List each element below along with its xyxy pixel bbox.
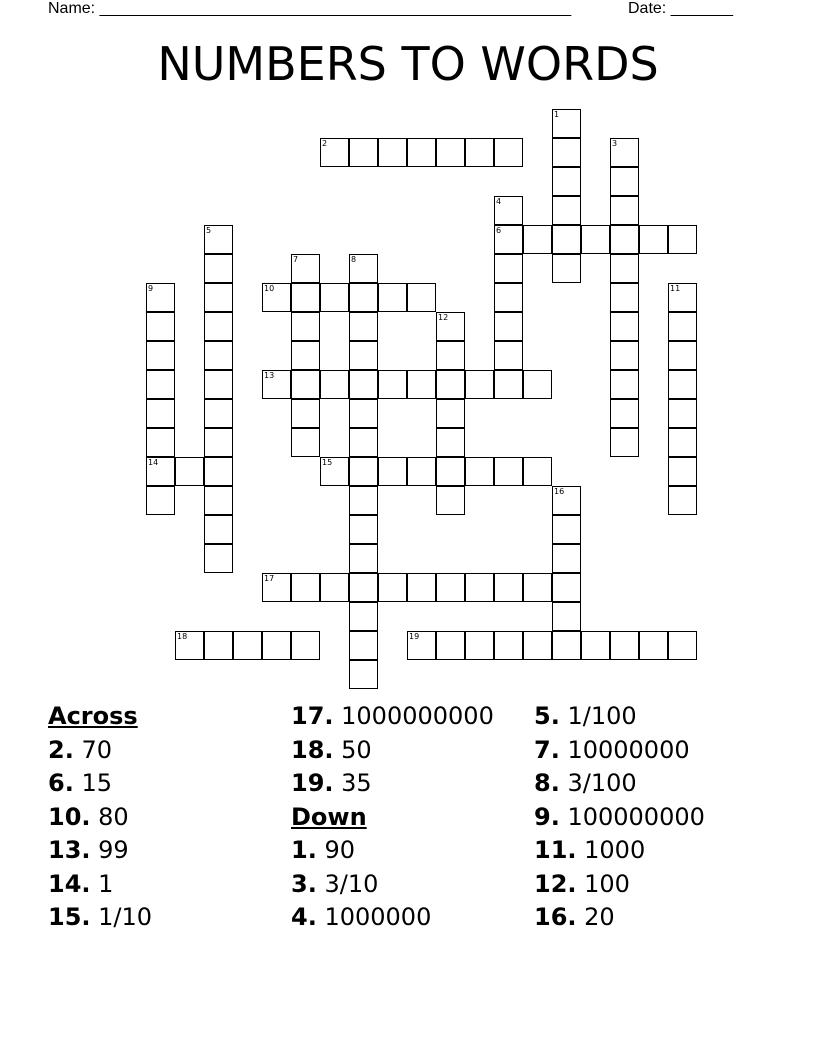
grid-cell[interactable] <box>320 457 349 486</box>
grid-cell[interactable] <box>610 370 639 399</box>
grid-cell[interactable] <box>610 167 639 196</box>
clue-number: 12 <box>438 313 449 322</box>
clue-item-number: 8. <box>534 769 560 797</box>
clue-item-text: 100000000 <box>559 802 705 831</box>
grid-cell[interactable] <box>407 573 436 602</box>
clue-item-text: 3/100 <box>559 769 637 797</box>
clue-item <box>48 767 152 801</box>
grid-cell[interactable] <box>610 428 639 457</box>
clue-number: 2 <box>322 139 328 148</box>
clue-number: 11 <box>670 284 681 293</box>
grid-cell[interactable] <box>291 399 320 428</box>
grid-cell[interactable] <box>494 457 523 486</box>
grid-cell[interactable] <box>668 225 697 254</box>
grid-cell[interactable] <box>262 283 291 312</box>
clue-item-number: 18. <box>291 735 334 764</box>
clue-item-number: 9. <box>534 802 560 831</box>
grid-cell[interactable] <box>552 544 581 573</box>
clue-item <box>48 734 152 768</box>
page-title: NUMBERS TO WORDS <box>157 37 659 91</box>
grid-cell[interactable] <box>610 631 639 660</box>
grid-cell[interactable] <box>146 457 175 486</box>
grid-cell[interactable] <box>436 341 465 370</box>
grid-cell[interactable] <box>494 196 523 225</box>
grid-cell[interactable] <box>204 457 233 486</box>
grid-cell[interactable] <box>349 602 378 631</box>
grid-cell[interactable] <box>146 428 175 457</box>
clue-item-number: 11. <box>534 836 577 864</box>
clue-item <box>291 734 494 768</box>
grid-cell[interactable] <box>465 457 494 486</box>
clue-number: 10 <box>264 284 275 293</box>
grid-cell[interactable] <box>320 573 349 602</box>
clue-item <box>48 901 152 935</box>
grid-cell[interactable] <box>581 631 610 660</box>
grid-cell[interactable] <box>291 341 320 370</box>
clue-number: 17 <box>264 574 275 583</box>
grid-cell[interactable] <box>668 370 697 399</box>
grid-cell[interactable] <box>552 631 581 660</box>
grid-cell[interactable] <box>552 196 581 225</box>
clue-item <box>48 868 152 902</box>
grid-cell[interactable] <box>320 138 349 167</box>
grid-cell[interactable] <box>552 225 581 254</box>
grid-cell[interactable] <box>465 370 494 399</box>
clue-number: 13 <box>264 371 275 380</box>
grid-cell[interactable] <box>494 631 523 660</box>
across-heading: Across <box>48 702 138 730</box>
grid-cell[interactable] <box>668 631 697 660</box>
grid-cell[interactable] <box>494 312 523 341</box>
grid-cell[interactable] <box>204 428 233 457</box>
clue-item <box>534 868 705 902</box>
grid-cell[interactable] <box>494 225 523 254</box>
clue-item-number: 7. <box>534 735 560 764</box>
grid-cell[interactable] <box>436 457 465 486</box>
clue-item-text: 1/100 <box>559 702 637 730</box>
grid-cell[interactable] <box>146 312 175 341</box>
clue-item-text: 1/10 <box>90 903 153 931</box>
grid-cell[interactable] <box>668 341 697 370</box>
grid-cell[interactable] <box>204 283 233 312</box>
clue-item-number: 16. <box>534 903 577 931</box>
grid-cell[interactable] <box>668 312 697 341</box>
grid-cell[interactable] <box>349 660 378 689</box>
grid-cell[interactable] <box>523 457 552 486</box>
grid-cell[interactable] <box>523 370 552 399</box>
clue-number: 7 <box>293 255 299 264</box>
clue-item <box>534 700 705 734</box>
grid-cell[interactable] <box>639 631 668 660</box>
clue-item-text: 50 <box>333 735 372 764</box>
grid-cell[interactable] <box>494 254 523 283</box>
grid-cell[interactable] <box>146 486 175 515</box>
grid-cell[interactable] <box>465 138 494 167</box>
grid-cell[interactable] <box>349 428 378 457</box>
clue-item <box>291 700 494 734</box>
grid-cell[interactable] <box>436 573 465 602</box>
grid-cell[interactable] <box>320 283 349 312</box>
clue-item-text: 10000000 <box>559 735 690 764</box>
grid-cell[interactable] <box>436 370 465 399</box>
grid-cell[interactable] <box>552 109 581 138</box>
clue-number: 5 <box>206 226 212 235</box>
clue-item <box>534 734 705 768</box>
clue-item-text: 99 <box>90 836 129 864</box>
clue-item-text: 15 <box>73 769 112 797</box>
grid-cell[interactable] <box>523 573 552 602</box>
grid-cell[interactable] <box>494 283 523 312</box>
grid-cell[interactable] <box>349 515 378 544</box>
grid-cell[interactable] <box>204 225 233 254</box>
grid-cell[interactable] <box>552 254 581 283</box>
name-field-label[interactable]: Name: _____________________________________________________ <box>48 0 572 17</box>
clue-number: 4 <box>496 197 502 206</box>
clue-item <box>291 901 494 935</box>
clue-column-2 <box>291 700 494 935</box>
across-clue-list <box>48 734 152 935</box>
grid-cell[interactable] <box>291 631 320 660</box>
grid-cell[interactable] <box>436 312 465 341</box>
grid-cell[interactable] <box>436 138 465 167</box>
grid-cell[interactable] <box>349 312 378 341</box>
clue-item-text: 80 <box>90 802 129 831</box>
grid-cell[interactable] <box>552 167 581 196</box>
clue-item-text: 1000000 <box>316 903 432 931</box>
grid-cell[interactable] <box>204 312 233 341</box>
grid-cell[interactable] <box>436 428 465 457</box>
grid-cell[interactable] <box>378 283 407 312</box>
grid-cell[interactable] <box>523 631 552 660</box>
grid-cell[interactable] <box>407 457 436 486</box>
grid-cell[interactable] <box>146 283 175 312</box>
grid-cell[interactable] <box>349 631 378 660</box>
grid-cell[interactable] <box>349 254 378 283</box>
grid-cell[interactable] <box>407 138 436 167</box>
clue-item-number: 2. <box>48 735 74 764</box>
clue-item-text: 100 <box>576 869 630 898</box>
clue-item <box>291 868 494 902</box>
grid-cell[interactable] <box>436 399 465 428</box>
grid-cell[interactable] <box>349 399 378 428</box>
clue-number: 6 <box>496 226 502 235</box>
clue-column-3 <box>534 700 705 935</box>
clue-item-text: 35 <box>333 769 372 797</box>
clue-number: 19 <box>409 632 420 641</box>
clue-item-text: 90 <box>316 836 355 864</box>
grid-cell[interactable] <box>291 254 320 283</box>
across-clue-list-continued <box>291 700 494 801</box>
grid-cell[interactable] <box>378 457 407 486</box>
grid-cell[interactable] <box>639 225 668 254</box>
grid-cell[interactable] <box>291 428 320 457</box>
grid-cell[interactable] <box>291 312 320 341</box>
grid-cell[interactable] <box>349 486 378 515</box>
grid-cell[interactable] <box>407 631 436 660</box>
grid-cell[interactable] <box>610 312 639 341</box>
grid-cell[interactable] <box>436 631 465 660</box>
clue-item-number: 1. <box>291 836 317 864</box>
grid-cell[interactable] <box>291 370 320 399</box>
clue-item-number: 3. <box>291 869 317 898</box>
grid-cell[interactable] <box>349 341 378 370</box>
grid-cell[interactable] <box>204 254 233 283</box>
grid-cell[interactable] <box>204 370 233 399</box>
clue-item <box>291 834 494 868</box>
clue-number: 15 <box>322 458 333 467</box>
grid-cell[interactable] <box>146 399 175 428</box>
grid-cell[interactable] <box>204 341 233 370</box>
grid-cell[interactable] <box>175 457 204 486</box>
grid-cell[interactable] <box>552 602 581 631</box>
clue-item <box>48 834 152 868</box>
grid-cell[interactable] <box>204 515 233 544</box>
clue-number: 18 <box>177 632 188 641</box>
down-heading: Down <box>291 802 367 831</box>
grid-cell[interactable] <box>407 283 436 312</box>
clue-item-number: 17. <box>291 702 334 730</box>
grid-cell[interactable] <box>262 573 291 602</box>
down-clue-list-continued <box>534 700 705 935</box>
grid-cell[interactable] <box>668 428 697 457</box>
grid-cell[interactable] <box>668 457 697 486</box>
grid-cell[interactable] <box>494 370 523 399</box>
grid-cell[interactable] <box>349 457 378 486</box>
clue-column-1 <box>48 700 152 935</box>
grid-cell[interactable] <box>378 370 407 399</box>
down-clue-list <box>291 834 494 935</box>
clue-item-number: 6. <box>48 769 74 797</box>
grid-cell[interactable] <box>349 138 378 167</box>
clue-number: 3 <box>612 139 618 148</box>
clue-item-text: 1 <box>90 869 114 898</box>
grid-cell[interactable] <box>552 573 581 602</box>
grid-cell[interactable] <box>175 631 204 660</box>
grid-cell[interactable] <box>320 370 349 399</box>
clue-item-number: 5. <box>534 702 560 730</box>
grid-cell[interactable] <box>465 631 494 660</box>
clue-item-number: 15. <box>48 903 91 931</box>
grid-cell[interactable] <box>349 283 378 312</box>
grid-cell[interactable] <box>291 573 320 602</box>
grid-cell[interactable] <box>610 225 639 254</box>
clue-item-text: 1000 <box>576 836 646 864</box>
grid-cell[interactable] <box>407 370 436 399</box>
clue-item-number: 4. <box>291 903 317 931</box>
grid-cell[interactable] <box>494 138 523 167</box>
clue-number: 8 <box>351 255 357 264</box>
clue-item <box>534 901 705 935</box>
grid-cell[interactable] <box>436 486 465 515</box>
date-field-label[interactable]: Date: _______ <box>628 0 733 17</box>
grid-cell[interactable] <box>610 196 639 225</box>
clue-item-number: 19. <box>291 769 334 797</box>
clue-item-text: 20 <box>576 903 615 931</box>
clue-item-text: 70 <box>73 735 112 764</box>
grid-cell[interactable] <box>233 631 262 660</box>
grid-cell[interactable] <box>610 254 639 283</box>
clue-number: 1 <box>554 110 560 119</box>
grid-cell[interactable] <box>610 283 639 312</box>
grid-cell[interactable] <box>378 138 407 167</box>
clue-number: 16 <box>554 487 565 496</box>
grid-cell[interactable] <box>610 138 639 167</box>
grid-cell[interactable] <box>668 486 697 515</box>
grid-cell[interactable] <box>610 341 639 370</box>
grid-cell[interactable] <box>494 573 523 602</box>
grid-cell[interactable] <box>523 225 552 254</box>
grid-cell[interactable] <box>552 138 581 167</box>
grid-cell[interactable] <box>262 370 291 399</box>
grid-cell[interactable] <box>349 544 378 573</box>
clue-item <box>534 834 705 868</box>
grid-cell[interactable] <box>610 399 639 428</box>
grid-cell[interactable] <box>291 283 320 312</box>
grid-cell[interactable] <box>465 573 494 602</box>
grid-cell[interactable] <box>494 341 523 370</box>
clue-item <box>48 801 152 835</box>
clue-item-number: 14. <box>48 869 91 898</box>
grid-cell[interactable] <box>204 544 233 573</box>
grid-cell[interactable] <box>204 631 233 660</box>
clue-item-text: 3/10 <box>316 869 379 898</box>
clue-number: 14 <box>148 458 159 467</box>
grid-cell[interactable] <box>146 341 175 370</box>
clue-item <box>291 767 494 801</box>
grid-cell[interactable] <box>378 573 407 602</box>
grid-cell[interactable] <box>204 486 233 515</box>
clue-item-number: 12. <box>534 869 577 898</box>
clue-item-text: 1000000000 <box>333 702 494 730</box>
clue-item-number: 13. <box>48 836 91 864</box>
grid-cell[interactable] <box>552 486 581 515</box>
grid-cell[interactable] <box>668 283 697 312</box>
grid-cell[interactable] <box>146 370 175 399</box>
grid-cell[interactable] <box>668 399 697 428</box>
clue-item <box>534 767 705 801</box>
clue-number: 9 <box>148 284 154 293</box>
grid-cell[interactable] <box>262 631 291 660</box>
grid-cell[interactable] <box>349 573 378 602</box>
grid-cell[interactable] <box>581 225 610 254</box>
grid-cell[interactable] <box>204 399 233 428</box>
clue-item-number: 10. <box>48 802 91 831</box>
grid-cell[interactable] <box>349 370 378 399</box>
clue-item <box>534 801 705 835</box>
grid-cell[interactable] <box>552 515 581 544</box>
